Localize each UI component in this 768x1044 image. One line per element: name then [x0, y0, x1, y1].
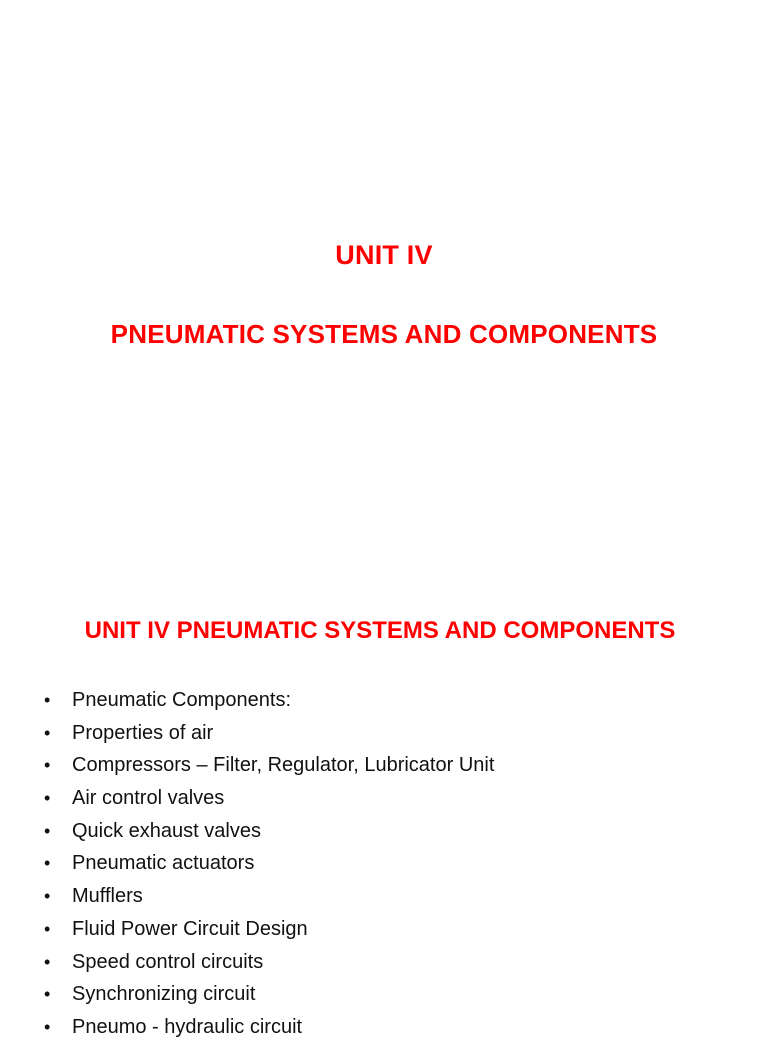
- content-slide-title: UNIT IV PNEUMATIC SYSTEMS AND COMPONENTS: [84, 617, 676, 644]
- content-slide: [0, 576, 768, 1038]
- list-item-text: Synchronizing circuit: [72, 983, 256, 1006]
- list-item-text: Pneumatic actuators: [72, 852, 255, 875]
- bullet-icon: •: [44, 918, 51, 939]
- bullet-icon: •: [44, 886, 51, 907]
- unit-title: UNIT IV: [335, 240, 433, 270]
- bullet-icon: •: [44, 690, 51, 710]
- list-item-text: Pneumatic Components:: [72, 689, 292, 711]
- list-item-text: Mufflers: [72, 885, 143, 908]
- bullet-icon: •: [44, 722, 51, 743]
- list-item-text: Pneumo - hydraulic circuit: [72, 1015, 303, 1038]
- bullet-icon: •: [44, 853, 51, 874]
- unit-subtitle: PNEUMATIC SYSTEMS AND COMPONENTS: [110, 319, 658, 349]
- bullet-icon: •: [44, 1016, 51, 1037]
- list-item-text: Compressors – Filter, Regulator, Lubricator Unit: [72, 754, 495, 777]
- bullet-icon: •: [44, 951, 51, 972]
- list-item-text: Speed control circuits: [72, 950, 264, 973]
- bullet-icon: •: [44, 984, 51, 1005]
- list-item-text: Quick exhaust valves: [72, 819, 261, 842]
- list-item-text: Air control valves: [72, 787, 225, 810]
- bullet-icon: •: [44, 820, 51, 841]
- list-item-text: Fluid Power Circuit Design: [72, 917, 308, 940]
- bullet-icon: •: [44, 755, 51, 776]
- list-item-text: Properties of air: [72, 721, 214, 744]
- bullet-icon: •: [44, 788, 51, 809]
